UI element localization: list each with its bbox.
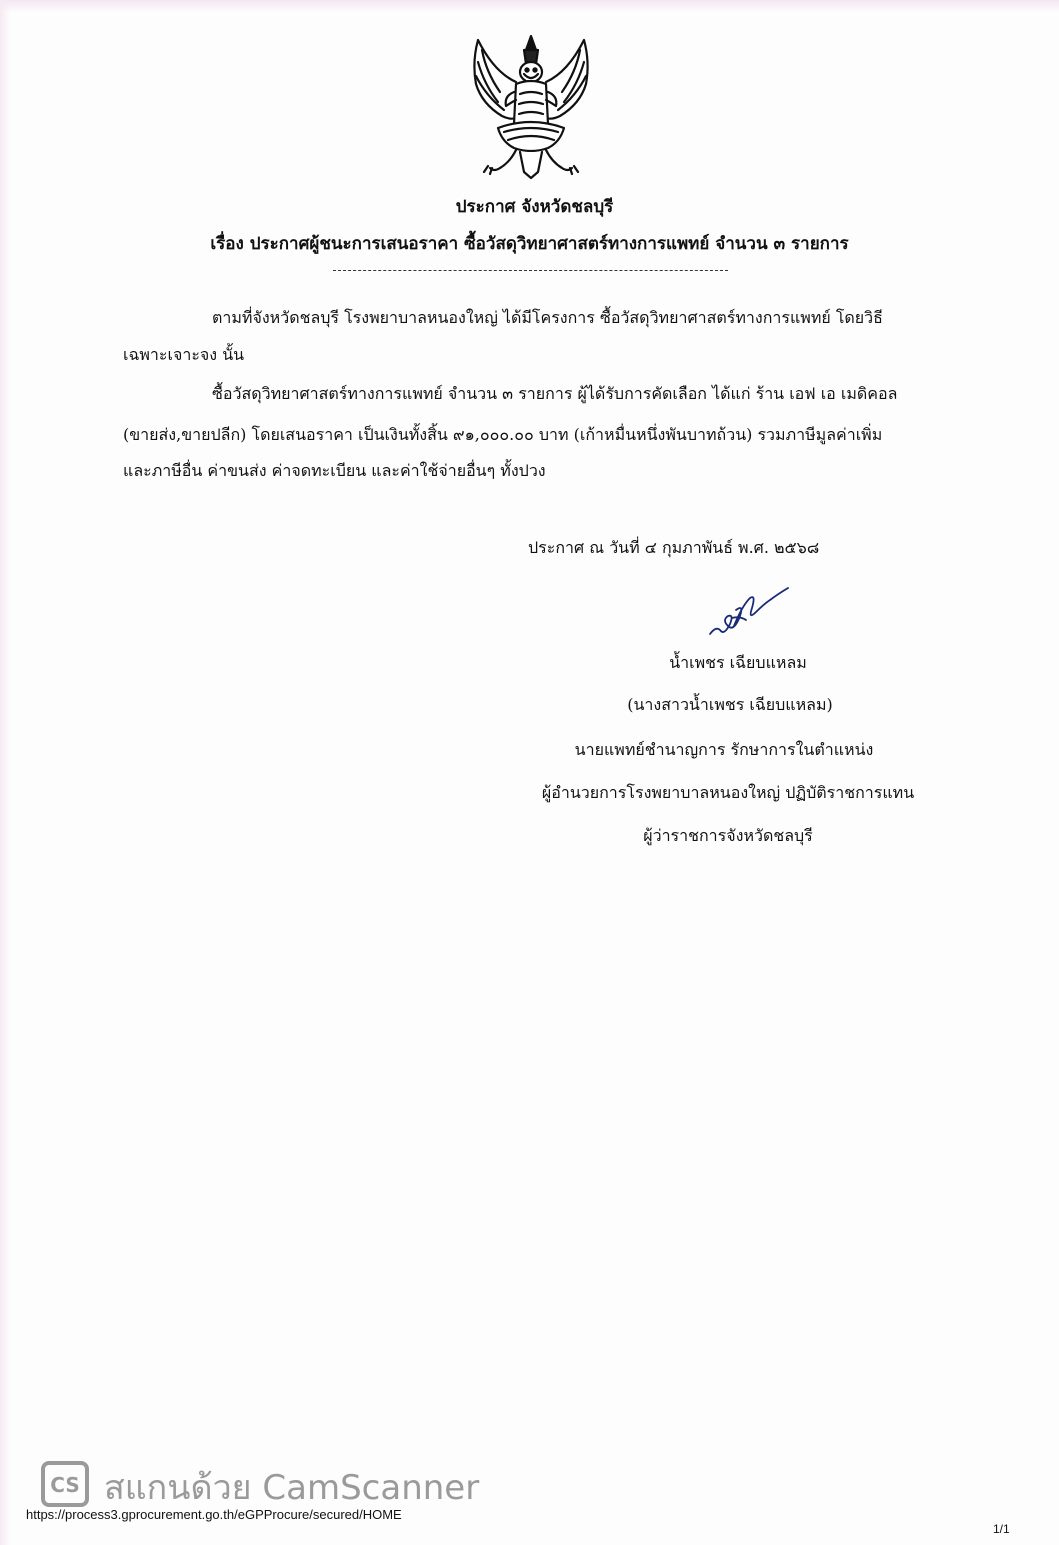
signature-icon (706, 586, 790, 640)
signatory-position-2: ผู้อำนวยการโรงพยาบาลหนองใหญ่ ปฏิบัติราชการแทน (541, 783, 915, 802)
paragraph-1-line-1: ตามที่จังหวัดชลบุรี โรงพยาบาลหนองใหญ่ ได้มีโครงการ ซื้อวัสดุวิทยาศาสตร์ทางการแพทย์ โดยวิธี (212, 308, 883, 327)
paragraph-2-line-1: ซื้อวัสดุวิทยาศาสตร์ทางการแพทย์ จำนวน ๓ รายการ ผู้ได้รับการคัดเลือก ได้แก่ ร้าน เอฟ เอ เมดิคอล (212, 384, 898, 403)
signatory-position-3: ผู้ว่าราชการจังหวัดชลบุรี (643, 826, 813, 845)
title-separator (333, 270, 728, 271)
signatory-name: น้ำเพชร เฉียบแหลม (669, 653, 807, 672)
announcement-subject: เรื่อง ประกาศผู้ชนะการเสนอราคา ซื้อวัสดุวิทยาศาสตร์ทางการแพทย์ จำนวน ๓ รายการ (210, 234, 849, 254)
scan-edge-top (0, 0, 1059, 12)
signatory-full-name: (นางสาวน้ำเพชร เฉียบแหลม) (627, 695, 833, 714)
camscanner-logo-text: CS (50, 1473, 80, 1497)
page-number: 1/1 (993, 1522, 1010, 1536)
garuda-emblem-icon (464, 32, 598, 182)
camscanner-watermark: สแกนด้วย CamScanner (104, 1468, 480, 1508)
announcement-title: ประกาศ จังหวัดชลบุรี (455, 197, 614, 217)
footer-url: https://process3.gprocurement.go.th/eGPProcure/secured/HOME (26, 1507, 402, 1522)
signatory-position-1: นายแพทย์ชำนาญการ รักษาการในตำแหน่ง (574, 740, 874, 759)
paragraph-1-line-2: เฉพาะเจาะจง นั้น (123, 345, 245, 364)
paragraph-2-line-3: และภาษีอื่น ค่าขนส่ง ค่าจดทะเบียน และค่าใช้จ่ายอื่นๆ ทั้งปวง (123, 461, 546, 480)
paragraph-2-line-2: (ขายส่ง,ขายปลีก) โดยเสนอราคา เป็นเงินทั้งสิ้น ๙๑,๐๐๐.๐๐ บาท (เก้าหมื่นหนึ่งพันบาทถ้วน) รวมภาษีมูลค่าเพิ่ม (123, 425, 883, 444)
camscanner-logo-icon (41, 1461, 89, 1507)
announcement-date: ประกาศ ณ วันที่ ๔ กุมภาพันธ์ พ.ศ. ๒๕๖๘ (528, 538, 820, 557)
